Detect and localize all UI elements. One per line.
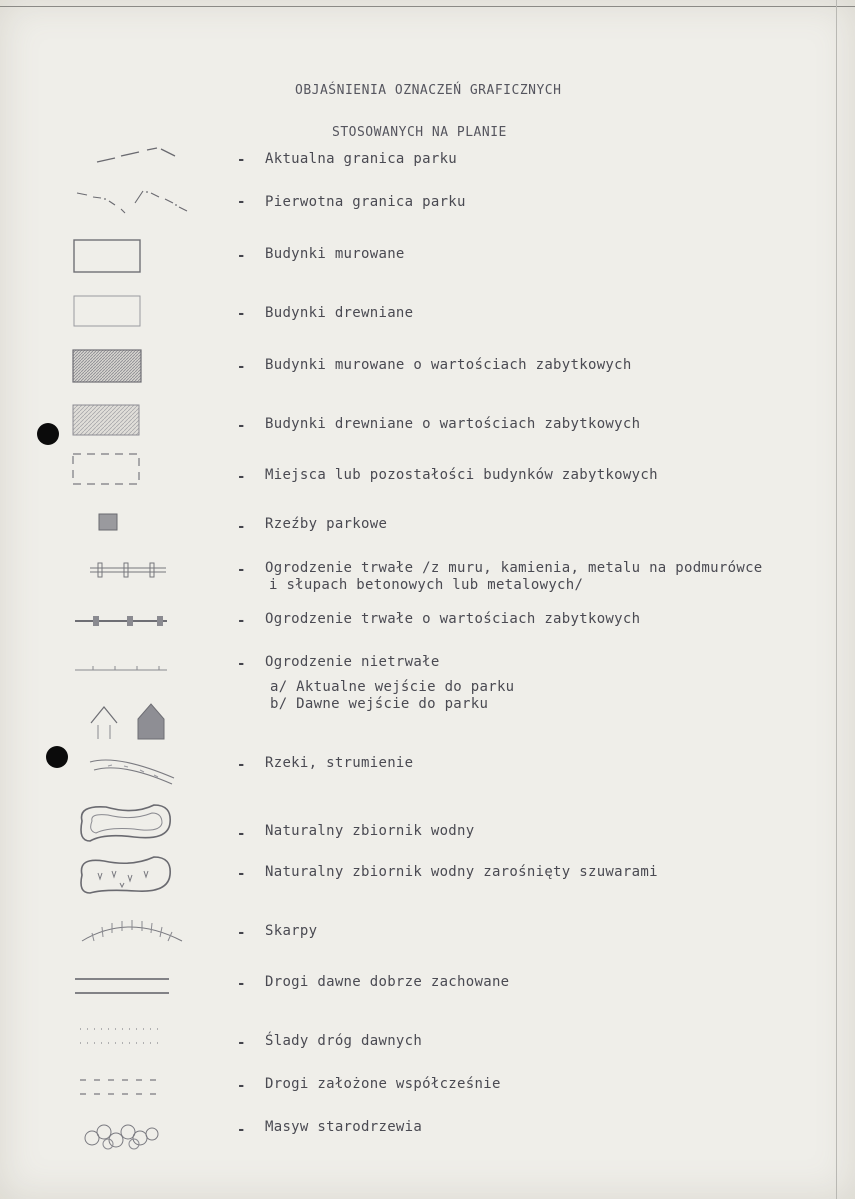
symbol-road-dashed	[78, 1076, 168, 1098]
symbol-pond	[74, 801, 174, 845]
symbol-pond-reeds	[74, 853, 174, 897]
legend-bullet: -	[237, 359, 246, 375]
legend-bullet: -	[237, 418, 246, 434]
legend-bullet: -	[237, 1078, 246, 1094]
legend-label-wooden-buildings: Budynki drewniane	[265, 305, 414, 321]
legend-label-old-roads-preserved: Drogi dawne dobrze zachowane	[265, 974, 510, 990]
legend-label-old-trees: Masyw starodrzewia	[265, 1119, 423, 1135]
legend-label-historic-wooden-buildings: Budynki drewniane o wartościach zabytkowych	[265, 416, 641, 432]
page-right-edge	[836, 0, 837, 1199]
symbol-building-outline-light	[73, 294, 143, 330]
legend-label-permanent-fence: Ogrodzenie trwałe /z muru, kamienia, metalu na podmurówce	[265, 560, 763, 576]
legend-label-masonry-buildings: Budynki murowane	[265, 246, 405, 262]
symbol-sculpture-square	[98, 513, 120, 533]
legend-bullet: -	[237, 757, 246, 773]
legend-bullet: -	[237, 194, 246, 210]
symbol-dash-dot-boundary	[75, 183, 195, 217]
symbol-road-double-line	[73, 975, 173, 997]
legend-label-rivers: Rzeki, strumienie	[265, 755, 414, 771]
symbol-entrance-former	[136, 701, 168, 743]
legend-bullet: -	[237, 248, 246, 264]
heading-line-1: OBJAŚNIENIA OZNACZEŃ GRAFICZNYCH	[295, 83, 562, 98]
legend-label-pond-with-reeds: Naturalny zbiornik wodny zarośnięty szuwarami	[265, 864, 658, 880]
legend-bullet: -	[237, 656, 246, 672]
legend-label-old-road-traces: Ślady dróg dawnych	[265, 1033, 423, 1049]
legend-bullet: -	[237, 519, 246, 535]
legend-label-original-boundary: Pierwotna granica parku	[265, 194, 466, 210]
legend-label-current-boundary: Aktualna granica parku	[265, 151, 458, 167]
legend-label-former-entrance: b/ Dawne wejście do parku	[270, 696, 489, 712]
legend-bullet: -	[237, 562, 246, 578]
legend-label-permanent-fence-cont: i słupach betonowych lub metalowych/	[269, 577, 584, 593]
symbol-building-dashed	[72, 452, 144, 488]
legend-label-current-entrance: a/ Aktualne wejście do parku	[270, 679, 515, 695]
symbol-building-outline	[73, 238, 143, 274]
punch-hole-bottom	[46, 746, 68, 768]
legend-label-escarpments: Skarpy	[265, 923, 318, 939]
legend-label-modern-roads: Drogi założone współcześnie	[265, 1076, 501, 1092]
symbol-building-hatched	[72, 348, 144, 384]
symbol-river	[88, 752, 178, 788]
legend-bullet: -	[237, 613, 246, 629]
symbol-escarpment	[78, 913, 188, 945]
legend-bullet: -	[237, 976, 246, 992]
legend-bullet: -	[237, 469, 246, 485]
symbol-fence-temporary	[73, 660, 169, 674]
page-top-edge	[0, 6, 855, 7]
legend-label-historic-masonry-buildings: Budynki murowane o wartościach zabytkowych	[265, 357, 632, 373]
symbol-old-trees-cluster	[78, 1120, 164, 1154]
legend-bullet: -	[237, 152, 246, 168]
legend-bullet: -	[237, 1035, 246, 1051]
legend-label-natural-pond: Naturalny zbiornik wodny	[265, 823, 475, 839]
legend-bullet: -	[237, 1122, 246, 1138]
legend-label-park-sculptures: Rzeźby parkowe	[265, 516, 388, 532]
symbol-entrance-current	[88, 703, 122, 743]
symbol-fence-historic	[73, 611, 169, 631]
legend-bullet: -	[237, 866, 246, 882]
symbol-fence-permanent	[88, 557, 168, 579]
legend-label-historic-building-remains: Miejsca lub pozostałości budynków zabytkowych	[265, 467, 658, 483]
legend-label-temporary-fence: Ogrodzenie nietrwałe	[265, 654, 440, 670]
symbol-building-hatched-light	[72, 403, 144, 437]
legend-label-historic-fence: Ogrodzenie trwałe o wartościach zabytkowych	[265, 611, 641, 627]
legend-bullet: -	[237, 925, 246, 941]
legend-bullet: -	[237, 826, 246, 842]
heading-line-2: STOSOWANYCH NA PLANIE	[332, 125, 507, 140]
symbol-road-dotted	[78, 1025, 168, 1049]
symbol-dashed-boundary	[95, 140, 185, 170]
legend-bullet: -	[237, 306, 246, 322]
punch-hole-top	[37, 423, 59, 445]
